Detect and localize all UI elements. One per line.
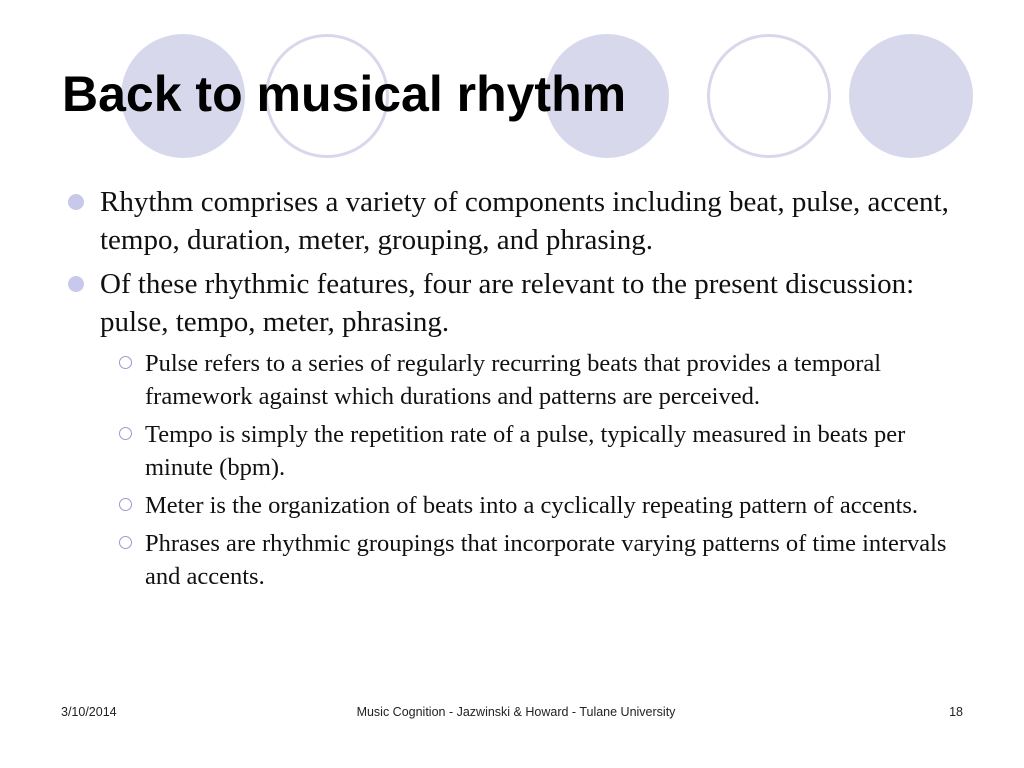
footer-center-text: Music Cognition - Jazwinski & Howard - Tulane University — [356, 705, 676, 719]
bullet-text: Of these rhythmic features, four are relevant to the present discussion: pulse, tempo, meter, phrasing. — [100, 268, 915, 338]
sub-bullet-text: Pulse refers to a series of regularly recurring beats that provides a temporal framework against which durations and patterns are perceived. — [145, 350, 882, 410]
ring-bullet-icon — [119, 427, 132, 440]
sub-bullet-item — [118, 489, 964, 522]
sub-bullet-list — [64, 347, 964, 593]
sub-bullet-text: Phrases are rhythmic groupings that incorporate varying patterns of time intervals and accents. — [145, 530, 947, 590]
decor-circle-5 — [849, 34, 973, 158]
ring-bullet-icon — [119, 498, 132, 511]
ring-bullet-icon — [119, 356, 132, 369]
decor-circle-4 — [707, 34, 831, 158]
slide-title: Back to musical rhythm — [62, 66, 627, 122]
slide-content — [64, 183, 964, 598]
bullet-dot-icon — [68, 194, 84, 210]
bullet-item — [64, 183, 964, 259]
sub-bullet-text: Meter is the organization of beats into a cyclically repeating pattern of accents. — [145, 492, 919, 519]
bullet-item — [64, 265, 964, 341]
sub-bullet-item — [118, 527, 964, 593]
footer-page-number: 18 — [949, 705, 963, 719]
sub-bullet-item — [118, 418, 964, 484]
sub-bullet-text: Tempo is simply the repetition rate of a pulse, typically measured in beats per minute (bpm). — [145, 421, 906, 481]
bullet-text: Rhythm comprises a variety of components including beat, pulse, accent, tempo, duration, meter, grouping, and phrasing. — [100, 186, 949, 256]
ring-bullet-icon — [119, 536, 132, 549]
footer-date: 3/10/2014 — [61, 705, 117, 719]
sub-bullet-item — [118, 347, 964, 413]
bullet-dot-icon — [68, 276, 84, 292]
